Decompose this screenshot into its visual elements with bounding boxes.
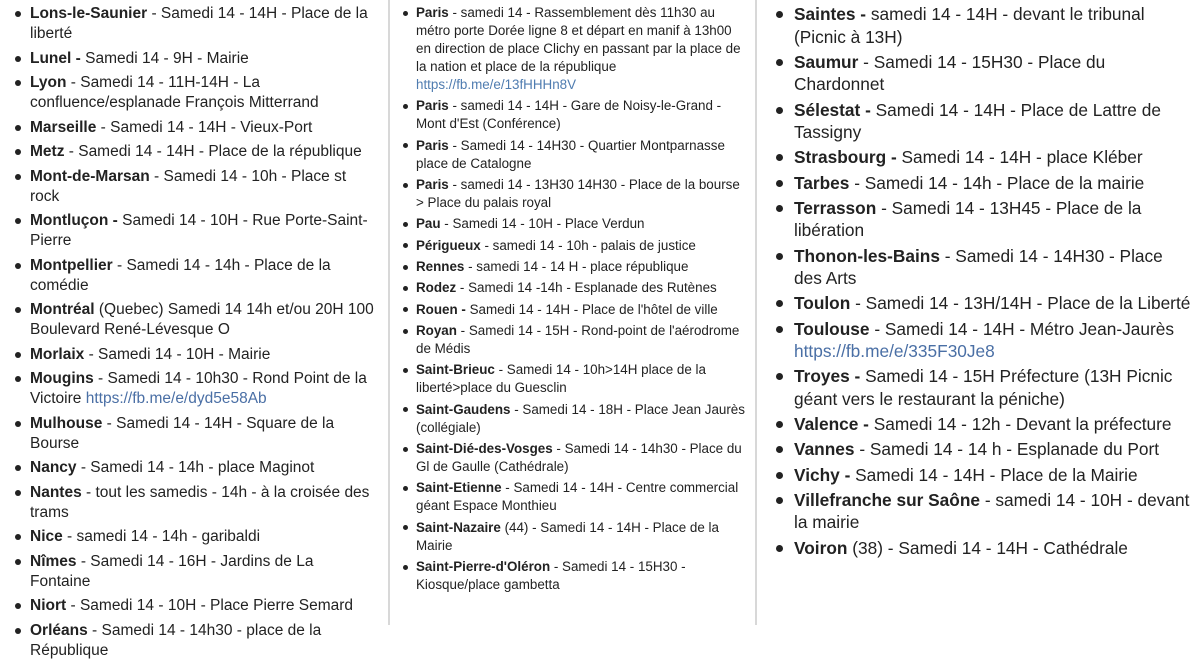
city-name: Royan bbox=[416, 323, 457, 339]
list-item bbox=[416, 519, 746, 555]
list-item bbox=[794, 464, 1192, 487]
list-item bbox=[30, 49, 378, 69]
bullet-icon bbox=[15, 603, 21, 609]
bullet-icon bbox=[15, 307, 21, 313]
event-details: - Samedi 14 - 14 h - Esplanade du Port bbox=[854, 439, 1160, 460]
event-details: - Samedi 14 - 10H - Place Pierre Semard bbox=[66, 597, 354, 614]
event-link[interactable]: https://fb.me/e/13fHHHn8V bbox=[416, 77, 577, 92]
list-item bbox=[416, 258, 746, 276]
event-details: - tout les samedis - 14h - à la croisée des trams bbox=[30, 483, 370, 521]
bullet-icon bbox=[776, 545, 783, 552]
list-item bbox=[30, 211, 378, 251]
list-item bbox=[30, 345, 378, 365]
event-details: Samedi 14 - 12h - Devant la préfecture bbox=[868, 414, 1172, 434]
event-details: - Samedi 14 - 18H - Place Jean Jaurès (collégiale) bbox=[416, 401, 745, 435]
list-item bbox=[30, 300, 378, 340]
city-name: Voiron bbox=[794, 537, 848, 558]
city-name: Paris bbox=[416, 177, 449, 193]
event-details: - Samedi 14 - 14h30 - place de la République bbox=[30, 621, 322, 659]
bullet-icon bbox=[15, 465, 21, 471]
bullet-icon bbox=[776, 107, 783, 114]
event-details: - Samedi 14 - 10h30 - Rond Point de la Victoire bbox=[30, 370, 367, 407]
bullet-icon bbox=[776, 472, 783, 479]
city-name: Lyon bbox=[30, 74, 67, 91]
list-item bbox=[30, 369, 378, 409]
event-details: - Samedi 14 - 14H - Square de la Bourse bbox=[30, 414, 335, 452]
bullet-icon bbox=[403, 368, 408, 373]
bullet-icon bbox=[776, 326, 783, 333]
list-item bbox=[30, 118, 378, 138]
list-item bbox=[416, 401, 746, 437]
bullet-icon bbox=[403, 11, 408, 16]
event-details: - Samedi 14 - 14H30 - Place des Arts bbox=[794, 245, 1163, 288]
bullet-icon bbox=[776, 373, 783, 380]
list-item bbox=[794, 537, 1192, 560]
event-list bbox=[30, 4, 378, 661]
event-details: - Samedi 14 - 10h>14H place de la liberté>place du Guesclin bbox=[416, 362, 706, 396]
list-item bbox=[30, 256, 378, 296]
city-name: Vannes bbox=[794, 439, 855, 460]
city-name: Strasbourg - bbox=[794, 147, 897, 168]
city-name: Montpellier bbox=[30, 256, 113, 274]
list-item bbox=[416, 176, 746, 212]
list-item bbox=[30, 4, 378, 44]
city-name: Saint-Nazaire bbox=[416, 519, 501, 535]
city-name: Lunel - bbox=[30, 49, 81, 67]
city-name: Villefranche sur Saône bbox=[794, 489, 981, 510]
event-details: - Samedi 14 -14h - Esplanade des Rutènes bbox=[456, 280, 717, 296]
bullet-icon bbox=[776, 205, 783, 212]
bullet-icon bbox=[776, 180, 783, 187]
event-details: Samedi 14 - 14H - Place de la Mairie bbox=[850, 464, 1138, 485]
list-item bbox=[416, 97, 746, 133]
list-item bbox=[416, 301, 746, 319]
city-name: Toulon bbox=[794, 293, 851, 314]
list-item bbox=[794, 172, 1192, 195]
event-link[interactable]: https://fb.me/e/dyd5e58Ab bbox=[85, 390, 267, 407]
bullet-icon bbox=[403, 222, 408, 227]
bullet-icon bbox=[15, 559, 21, 565]
event-details: samedi 14 - 14H - devant le tribunal (Picnic à 13H) bbox=[794, 4, 1145, 47]
list-item bbox=[794, 438, 1192, 461]
city-name: Valence - bbox=[794, 414, 869, 434]
city-name: Saint-Pierre-d'Oléron bbox=[416, 559, 551, 575]
city-name: Lons-le-Saunier bbox=[30, 5, 148, 22]
list-item bbox=[416, 137, 746, 173]
bullet-icon bbox=[403, 407, 408, 412]
city-name: Saint-Dié-des-Vosges bbox=[416, 441, 553, 457]
list-item bbox=[416, 215, 746, 233]
event-details: - Samedi 14 - 15H30 - Place du Chardonnet bbox=[794, 51, 1106, 95]
city-name: Marseille bbox=[30, 118, 97, 136]
city-name: Troyes - bbox=[794, 366, 861, 387]
bullet-icon bbox=[15, 56, 21, 62]
city-name: Mulhouse bbox=[30, 414, 103, 432]
event-details: Samedi 14 - 15H Préfecture (13H Picnic géant vers le restaurant la péniche) bbox=[794, 366, 1173, 409]
city-name: Thonon-les-Bains bbox=[794, 245, 940, 266]
list-item bbox=[30, 142, 378, 162]
event-details: - Samedi 14 - 16H - Jardins de La Fontaine bbox=[30, 552, 314, 590]
city-name: Nancy bbox=[30, 459, 77, 476]
list-item bbox=[416, 4, 746, 94]
bullet-icon bbox=[403, 447, 408, 452]
event-details: - samedi 14 - Rassemblement dès 11h30 au métro porte Dorée ligne 8 et départ en manif à 13h00 en direction de place Clichy en passant par la place de la nation et place de la république bbox=[416, 5, 741, 74]
list-item bbox=[416, 558, 746, 594]
bullet-icon bbox=[776, 497, 783, 504]
list-item bbox=[794, 292, 1192, 315]
city-name: Nice bbox=[30, 528, 63, 545]
list-item bbox=[794, 51, 1192, 96]
event-details: - samedi 14 - 13H30 14H30 - Place de la bourse > Place du palais royal bbox=[416, 177, 740, 211]
event-list bbox=[416, 4, 746, 594]
event-details: - Samedi 14 - 14H - Place de la liberté bbox=[30, 5, 368, 42]
event-details: - Samedi 14 - 11H-14H - La confluence/esplanade François Mitterrand bbox=[30, 74, 319, 111]
event-details: - samedi 14 - 14 H - place république bbox=[464, 259, 689, 275]
list-item bbox=[416, 322, 746, 358]
bullet-icon bbox=[15, 174, 21, 180]
city-name: Saint-Gaudens bbox=[416, 401, 511, 417]
city-name: Paris bbox=[416, 137, 449, 153]
event-details: - Samedi 14 - 10H - Mairie bbox=[84, 345, 271, 363]
event-link[interactable]: https://fb.me/e/335F30Je8 bbox=[794, 341, 995, 361]
column-divider bbox=[755, 0, 757, 625]
list-item bbox=[30, 483, 378, 523]
event-details: - Samedi 14 - 14H - Vieux-Port bbox=[96, 118, 313, 136]
city-name: Mougins bbox=[30, 370, 94, 387]
city-name: Pau bbox=[416, 216, 441, 232]
bullet-icon bbox=[403, 486, 408, 491]
event-details: (38) - Samedi 14 - 14H - Cathédrale bbox=[847, 537, 1128, 558]
event-details: - Samedi 14 - 15H30 - Kiosque/place gambetta bbox=[416, 559, 686, 593]
city-name: Périgueux bbox=[416, 237, 481, 253]
bullet-icon bbox=[403, 525, 408, 530]
event-details: - samedi 14 - 14H - Gare de Noisy-le-Grand - Mont d'Est (Conférence) bbox=[416, 98, 722, 132]
bullet-icon bbox=[15, 80, 21, 86]
list-item bbox=[30, 414, 378, 454]
event-details: - Samedi 14 - 14H - Centre commercial géant Espace Monthieu bbox=[416, 480, 739, 514]
city-name: Toulouse bbox=[794, 318, 870, 339]
city-name: Terrasson bbox=[794, 197, 877, 218]
city-name: Rennes bbox=[416, 259, 465, 275]
event-details: - Samedi 14 - 14h - Place de la mairie bbox=[849, 172, 1145, 193]
bullet-icon bbox=[15, 149, 21, 155]
city-name: Paris bbox=[416, 5, 449, 20]
bullet-icon bbox=[403, 143, 408, 148]
city-name: Nantes bbox=[30, 483, 82, 501]
bullet-icon bbox=[776, 446, 783, 453]
bullet-icon bbox=[15, 11, 21, 17]
city-name: Metz bbox=[30, 143, 65, 160]
column-3 bbox=[760, 0, 1200, 625]
bullet-icon bbox=[776, 421, 783, 428]
city-name: Montréal bbox=[30, 301, 95, 318]
list-item bbox=[30, 73, 378, 113]
event-details: - Samedi 14 - 14h - Place de la comédie bbox=[30, 256, 331, 294]
list-item bbox=[416, 479, 746, 515]
bullet-icon bbox=[776, 253, 783, 260]
city-name: Saint-Etienne bbox=[416, 480, 502, 496]
list-item bbox=[30, 527, 378, 547]
list-item bbox=[30, 167, 378, 207]
bullet-icon bbox=[403, 243, 408, 248]
list-item bbox=[416, 237, 746, 255]
list-item bbox=[794, 245, 1192, 290]
bullet-icon bbox=[403, 307, 408, 312]
event-list bbox=[794, 3, 1192, 559]
list-item bbox=[794, 413, 1192, 436]
list-item bbox=[794, 365, 1192, 410]
city-name: Saintes - bbox=[794, 4, 867, 24]
list-item bbox=[30, 621, 378, 661]
list-item bbox=[30, 458, 378, 478]
bullet-icon bbox=[15, 352, 21, 358]
column-1 bbox=[0, 0, 388, 659]
event-details: Samedi 14 - 14H - place Kléber bbox=[896, 147, 1143, 168]
list-item bbox=[794, 99, 1192, 144]
bullet-icon bbox=[403, 286, 408, 291]
bullet-icon bbox=[403, 565, 408, 570]
city-name: Nîmes bbox=[30, 552, 77, 570]
list-item bbox=[416, 361, 746, 397]
bullet-icon bbox=[15, 421, 21, 427]
list-item bbox=[794, 3, 1192, 48]
bullet-icon bbox=[15, 125, 21, 131]
bullet-icon bbox=[776, 11, 783, 18]
bullet-icon bbox=[15, 218, 21, 224]
city-name: Orléans bbox=[30, 621, 88, 639]
bullet-icon bbox=[776, 300, 783, 307]
bullet-icon bbox=[15, 628, 21, 634]
event-details: - Samedi 14 - 15H - Rond-point de l'aérodrome de Médis bbox=[416, 323, 740, 357]
event-details: - Samedi 14 - 10H - Place Verdun bbox=[440, 216, 645, 232]
list-item bbox=[794, 146, 1192, 169]
event-details: Samedi 14 - 14H - Place de Lattre de Tassigny bbox=[794, 99, 1161, 142]
city-name: Saumur bbox=[794, 51, 859, 72]
bullet-icon bbox=[403, 104, 408, 109]
event-details: - samedi 14 - 10H - devant la mairie bbox=[794, 489, 1190, 533]
city-name: Niort bbox=[30, 597, 67, 614]
event-details: - Samedi 14 - 10h - Place st rock bbox=[30, 167, 347, 205]
city-name: Paris bbox=[416, 98, 449, 114]
event-details: - Samedi 14 - 14h30 - Place du Gl de Gaulle (Cathédrale) bbox=[416, 441, 742, 475]
city-name: Rodez bbox=[416, 280, 457, 296]
bullet-icon bbox=[15, 490, 21, 496]
city-name: Saint-Brieuc bbox=[416, 362, 495, 378]
bullet-icon bbox=[776, 154, 783, 161]
bullet-icon bbox=[15, 534, 21, 540]
column-2 bbox=[392, 0, 754, 625]
event-details: (44) - Samedi 14 - 14H - Place de la Mairie bbox=[416, 519, 719, 553]
event-details: - Samedi 14 - 13H45 - Place de la libération bbox=[794, 197, 1142, 241]
event-details: - Samedi 14 - 14h - place Maginot bbox=[76, 459, 315, 476]
column-divider bbox=[388, 0, 390, 625]
list-item bbox=[794, 489, 1192, 534]
bullet-icon bbox=[776, 59, 783, 66]
list-item bbox=[416, 279, 746, 297]
event-details: - samedi 14 - 10h - palais de justice bbox=[480, 237, 696, 253]
list-item bbox=[794, 197, 1192, 242]
list-item bbox=[30, 596, 378, 616]
event-details: - Samedi 14 - 14H - Métro Jean-Jaurès bbox=[869, 318, 1174, 339]
city-name: Sélestat - bbox=[794, 99, 871, 120]
list-item bbox=[416, 440, 746, 476]
event-details: - Samedi 14 - 13H/14H - Place de la Liberté bbox=[850, 293, 1191, 314]
city-name: Montluçon - bbox=[30, 212, 118, 229]
event-details: - samedi 14 - 14h - garibaldi bbox=[62, 528, 261, 545]
city-name: Morlaix bbox=[30, 345, 85, 363]
city-name: Tarbes bbox=[794, 172, 850, 193]
event-details: Samedi 14 - 14H - Place de l'hôtel de ville bbox=[465, 301, 718, 317]
bullet-icon bbox=[403, 265, 408, 270]
event-details: - Samedi 14 - 14H - Place de la république bbox=[64, 143, 362, 160]
bullet-icon bbox=[15, 263, 21, 269]
city-name: Vichy - bbox=[794, 464, 851, 485]
list-item bbox=[794, 318, 1192, 363]
event-details: - Samedi 14 - 14H30 - Quartier Montparnasse place de Catalogne bbox=[416, 137, 725, 171]
bullet-icon bbox=[403, 183, 408, 188]
event-details: Samedi 14 - 10H - Rue Porte-Saint-Pierre bbox=[30, 212, 368, 249]
city-name: Rouen - bbox=[416, 301, 466, 317]
bullet-icon bbox=[15, 376, 21, 382]
event-details: Samedi 14 - 9H - Mairie bbox=[80, 49, 249, 67]
city-name: Mont-de-Marsan bbox=[30, 167, 150, 185]
list-item bbox=[30, 552, 378, 592]
event-details: (Quebec) Samedi 14 14h et/ou 20H 100 Boulevard René-Lévesque O bbox=[30, 301, 374, 338]
bullet-icon bbox=[403, 329, 408, 334]
